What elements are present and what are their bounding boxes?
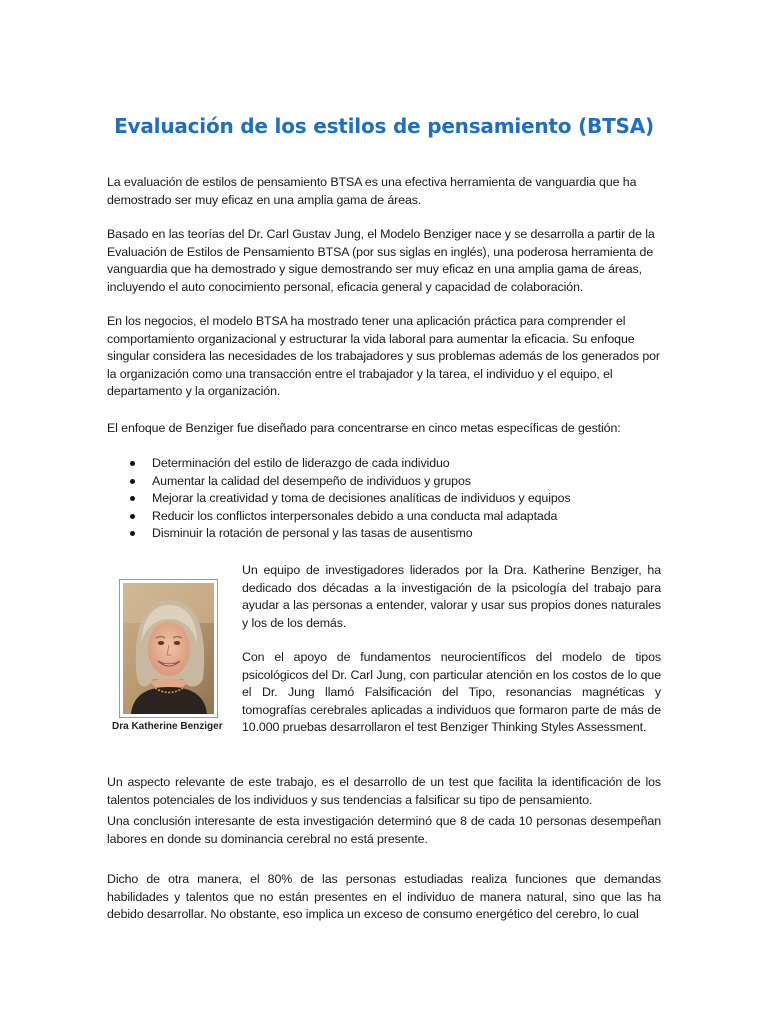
paragraph-enfoque: El enfoque de Benziger fue diseñado para concentrarse en cinco metas específicas de gestión: [107, 421, 621, 435]
paragraph-basado: Basado en las teorías del Dr. Carl Gustav Jung, el Modelo Benziger nace y se desarrolla a partir de la Evaluación de Estilos de Pensamiento BTSA (por sus siglas en inglés), una poderosa herramienta de vanguardia que ha demostrado y sigue demostrando ser muy eficaz en una amplia gama de áreas, incluyendo el auto conocimiento personal, eficacia general y capacidad de colaboración. [107, 227, 655, 294]
list-item [128, 473, 648, 491]
list-item-text: Disminuir la rotación de personal y las tasas de ausentismo [152, 526, 473, 541]
list-item [128, 490, 648, 508]
paragraph-dicho: Dicho de otra manera, el 80% de las personas estudiadas realiza funciones que demandas habilidades y talentos que no están presentes en el individuo de manera natural, sino que las ha debido desarrollar. No obstante, eso implica un exceso de consumo energético del cerebro, lo cual [107, 872, 661, 922]
bullet-icon [130, 461, 135, 466]
portrait-illustration [123, 583, 214, 714]
paragraph-intro: La evaluación de estilos de pensamiento BTSA es una efectiva herramienta de vanguardia que ha demostrado ser muy eficaz en una amplia gama de áreas. [107, 175, 637, 207]
document-title: Evaluación de los estilos de pensamiento (BTSA) [114, 114, 654, 138]
bullet-icon [130, 514, 135, 519]
list-item-text: Aumentar la calidad del desempeño de individuos y grupos [152, 473, 471, 488]
list-item [128, 455, 648, 473]
list-item [128, 508, 648, 526]
list-item-text: Mejorar la creatividad y toma de decisiones analíticas de individuos y equipos [152, 491, 571, 506]
portrait-figure [112, 579, 228, 732]
bullet-icon [130, 496, 135, 501]
portrait-caption: Dra Katherine Benziger [112, 721, 223, 732]
paragraph-conclusion: Una conclusión interesante de esta investigación determinó que 8 de cada 10 personas desempeñan labores en donde su dominancia cerebral no está presente. [107, 814, 661, 846]
bullet-icon [130, 531, 135, 536]
paragraph-apoyo: Con el apoyo de fundamentos neurocientíficos del modelo de tipos psicológicos del Dr. Carl Jung, con particular atención en los costos de lo que el Dr. Jung llamó Falsificación del Tipo, resonancias magnéticas y tomografías cerebrales aplicadas a individuos que formaron parte de más de 10.000 pruebas desarrollaron el test Benziger Thinking Styles Assessment. [242, 650, 661, 735]
portrait-photo [119, 579, 218, 718]
goals-list [128, 455, 648, 543]
bullet-icon [130, 479, 135, 484]
paragraph-aspecto: Un aspecto relevante de este trabajo, es el desarrollo de un test que facilita la identificación de los talentos potenciales de los individuos y sus tendencias a falsificar su tipo de pensamiento. [107, 775, 661, 807]
list-item-text: Reducir los conflictos interpersonales debido a una conducta mal adaptada [152, 508, 558, 523]
list-item-text: Determinación del estilo de liderazgo de cada individuo [152, 456, 450, 470]
paragraph-negocios: En los negocios, el modelo BTSA ha mostrado tener una aplicación práctica para comprender el comportamiento organizacional y estructurar la vida laboral para aumentar la eficacia. Su enfoque singular considera las necesidades de los trabajadores y sus problemas además de los generados por la organización como una transacción entre el trabajador y la tarea, el individuo y el equipo, el departamento y la organización. [107, 314, 660, 399]
paragraph-equipo: Un equipo de investigadores liderados por la Dra. Katherine Benziger, ha dedicado dos décadas a la investigación de la psicología del trabajo para ayudar a las personas a entender, valorar y usar sus propios dones naturales y los de los demás. [242, 563, 661, 630]
list-item [128, 525, 648, 543]
